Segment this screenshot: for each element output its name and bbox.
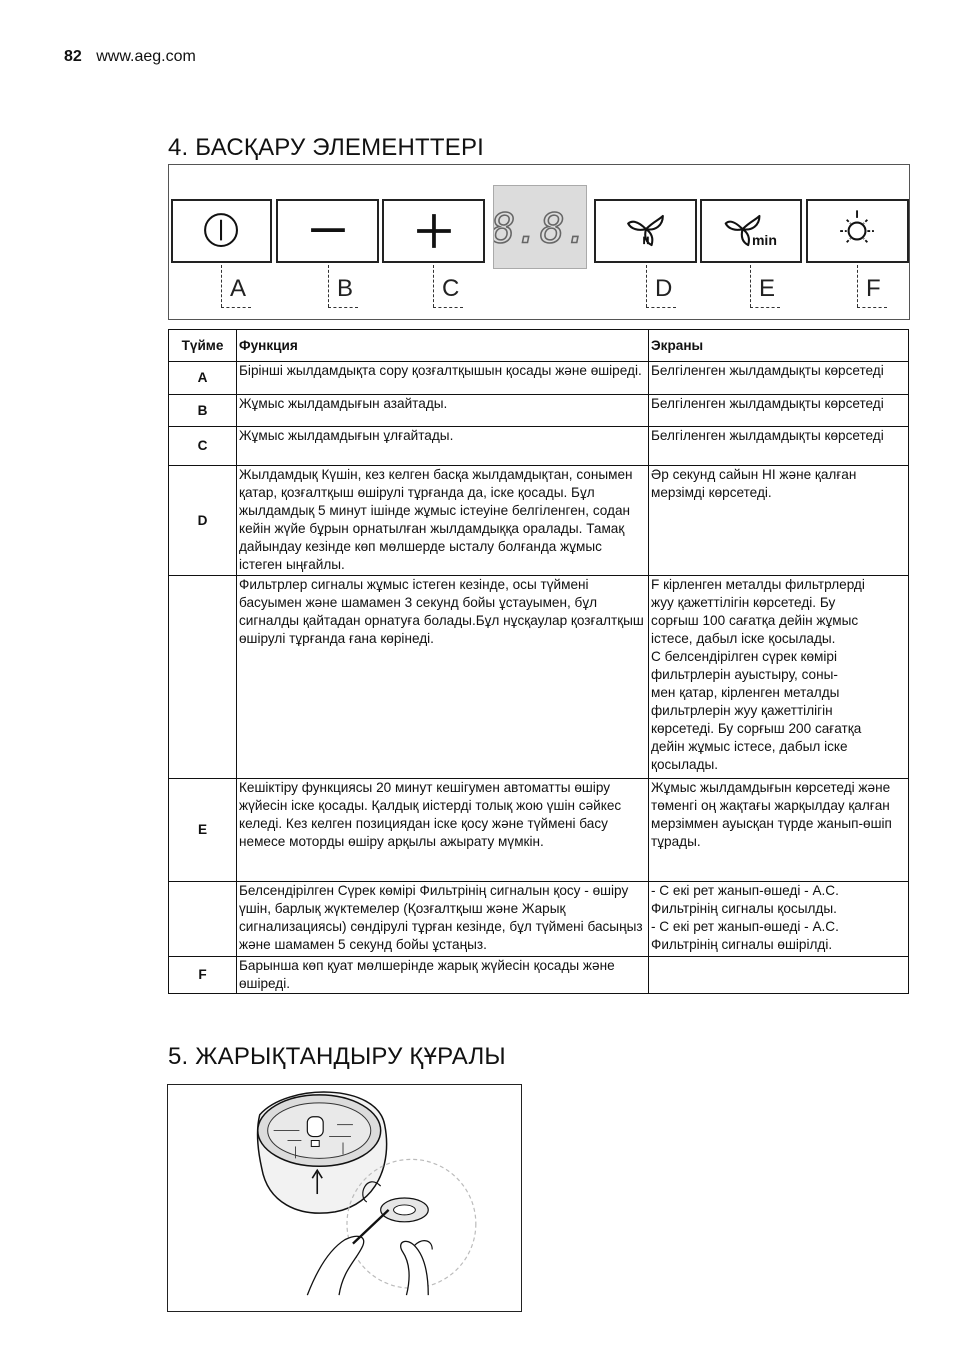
display-line: көрсетеді. Бу сорғыш 200 сағатқа: [651, 721, 862, 736]
row-function: Белсендірілген Сүрек көмірі Фильтрінің сигналын қосу - өшіру үшін, барлық жүктемелер (Қозғалтқыш және Жарық сигнализациясы) сөндірулі тұрған кезінде, бұл түймені басыңыз және шамамен 5 секунд бойы ұстаңыз.: [237, 882, 649, 957]
button-a-power[interactable]: [171, 199, 272, 263]
display-line: Фильтрінің сигналы өшірілді.: [651, 937, 833, 952]
page-header: [64, 48, 196, 66]
column-header-button: Түйме: [169, 330, 237, 362]
display-line: C белсендірілген сүрек көмірі: [651, 649, 837, 664]
speed-display: [493, 185, 587, 269]
button-c-plus[interactable]: [382, 199, 485, 263]
row-function: Бірінші жылдамдықта сору қозғалтқышын қосады және өшіреді.: [237, 362, 649, 395]
table-header-row: [169, 330, 909, 362]
button-f-light[interactable]: [806, 199, 909, 263]
display-line: мен қатар, кірленген металды: [651, 685, 840, 700]
row-button: [169, 882, 237, 957]
row-function: Жұмыс жылдамдығын ұлғайтады.: [237, 427, 649, 466]
label-c: C: [433, 265, 467, 309]
display-line: - C екі рет жанып-өшеді - A.C.: [651, 919, 839, 934]
plus-icon: [384, 201, 483, 261]
table-row: [169, 882, 909, 957]
display-line: істесе, дабыл іске қосылады.: [651, 631, 836, 646]
row-display: Белгіленген жылдамдықты көрсетеді: [649, 362, 909, 395]
label-d: D: [646, 265, 680, 309]
site-url[interactable]: www.aeg.com: [96, 48, 196, 65]
display-line: - C екі рет жанып-өшеді - A.C.: [651, 883, 839, 898]
lamp-icon: [808, 201, 907, 261]
row-display: [649, 957, 909, 994]
column-header-display: Экраны: [649, 330, 909, 362]
controls-table: [168, 329, 909, 994]
section-5-title: 5. ЖАРЫҚТАНДЫРУ ҚҰРАЛЫ: [168, 1043, 506, 1070]
row-display: [649, 576, 909, 779]
table-row: [169, 427, 909, 466]
table-row: [169, 779, 909, 882]
display-line: фильтрлерін жуу қажеттілігін: [651, 703, 833, 718]
label-b: B: [328, 265, 362, 309]
column-header-function: Функция: [237, 330, 649, 362]
row-function: Фильтрлер сигналы жұмыс істеген кезінде, осы түймені басуымен және шамамен 3 секунд бойы ұстауымен, бұл сигналды қайтадан орнатуға болады.Бұл нұсқаулар қозғалтқыш өшірулі тұрғанда ғана көрінеді.: [237, 576, 649, 779]
row-button: B: [169, 395, 237, 427]
display-line: сорғыш 100 сағатқа дейін жұмыс: [651, 613, 859, 628]
row-display: Белгіленген жылдамдықты көрсетеді: [649, 395, 909, 427]
row-function: Барынша көп қуат мөлшерінде жарық жүйесін қосады және өшіреді.: [237, 957, 649, 994]
row-button: [169, 576, 237, 779]
power-icon: [173, 201, 270, 261]
row-function: Кешіктіру функциясы 20 минут кешігумен автоматты өшіру жүйесін іске қосады. Қалдық иістерді толық жою үшін сәйкес келеді. Кез келген позициядан іске қосу және түймені басу немесе моторды өшіру арқылы ажырату мүмкін.: [237, 779, 649, 882]
display-digits: 8.8.: [494, 204, 586, 253]
row-button: A: [169, 362, 237, 395]
label-e: E: [750, 265, 784, 309]
display-line: жуу қажеттілігін көрсетеді. Бу: [651, 595, 836, 610]
fan-min-icon: [702, 201, 800, 261]
row-display: Жұмыс жылдамдығын көрсетеді және төменгі оң жақтағы жарқылдау қалған мерзіммен ауысқан түрде жанып-өшіп тұрады.: [649, 779, 909, 882]
table-row: [169, 362, 909, 395]
page-number: 82: [64, 48, 82, 65]
minus-icon: [278, 201, 377, 261]
label-a: A: [221, 265, 255, 309]
control-panel-diagram: [168, 164, 910, 320]
section-4-title: 4. БАСҚАРУ ЭЛЕМЕНТТЕРІ: [168, 134, 485, 161]
button-b-minus[interactable]: [276, 199, 379, 263]
table-row: [169, 395, 909, 427]
display-line: фильтрлерін ауыстыру, соны-: [651, 667, 838, 682]
row-button: F: [169, 957, 237, 994]
lamp-replacement-drawing: [168, 1085, 521, 1311]
display-line: F кірленген металды фильтрлерді: [651, 577, 865, 592]
button-d-boost[interactable]: [594, 199, 697, 263]
row-function: Жұмыс жылдамдығын азайтады.: [237, 395, 649, 427]
table-row: [169, 957, 909, 994]
table-row: [169, 466, 909, 576]
row-display: Әр секунд сайын HI және қалған мерзімді көрсетеді.: [649, 466, 909, 576]
display-line: дейін жұмыс істесе, дабыл іске: [651, 739, 848, 754]
table-row: [169, 576, 909, 779]
row-button: C: [169, 427, 237, 466]
row-display: Белгіленген жылдамдықты көрсетеді: [649, 427, 909, 466]
min-label: min: [751, 232, 777, 249]
fan-icon: [596, 201, 695, 261]
display-line: Фильтрінің сигналы қосылды.: [651, 901, 837, 916]
row-display: [649, 882, 909, 957]
label-f: F: [857, 265, 891, 309]
row-button: D: [169, 466, 237, 576]
lighting-illustration: [167, 1084, 522, 1312]
row-function: Жылдамдық Күшін, кез келген басқа жылдамдықтан, сонымен қатар, қозғалтқыш өшірулі тұрғанда да, іске қосады. Бұл жылдамдық 5 минут ішінде жұмыс істеуіне белгіленген, содан кейін жүйе бұрын орнатылған жылдамдыққа оралады. Тамақ дайындау кезінде көп мөлшерде ысталу болғанда жұмыс істеген ыңғайлы.: [237, 466, 649, 576]
display-line: қосылады.: [651, 757, 719, 772]
button-e-delay[interactable]: [700, 199, 802, 263]
row-button: E: [169, 779, 237, 882]
